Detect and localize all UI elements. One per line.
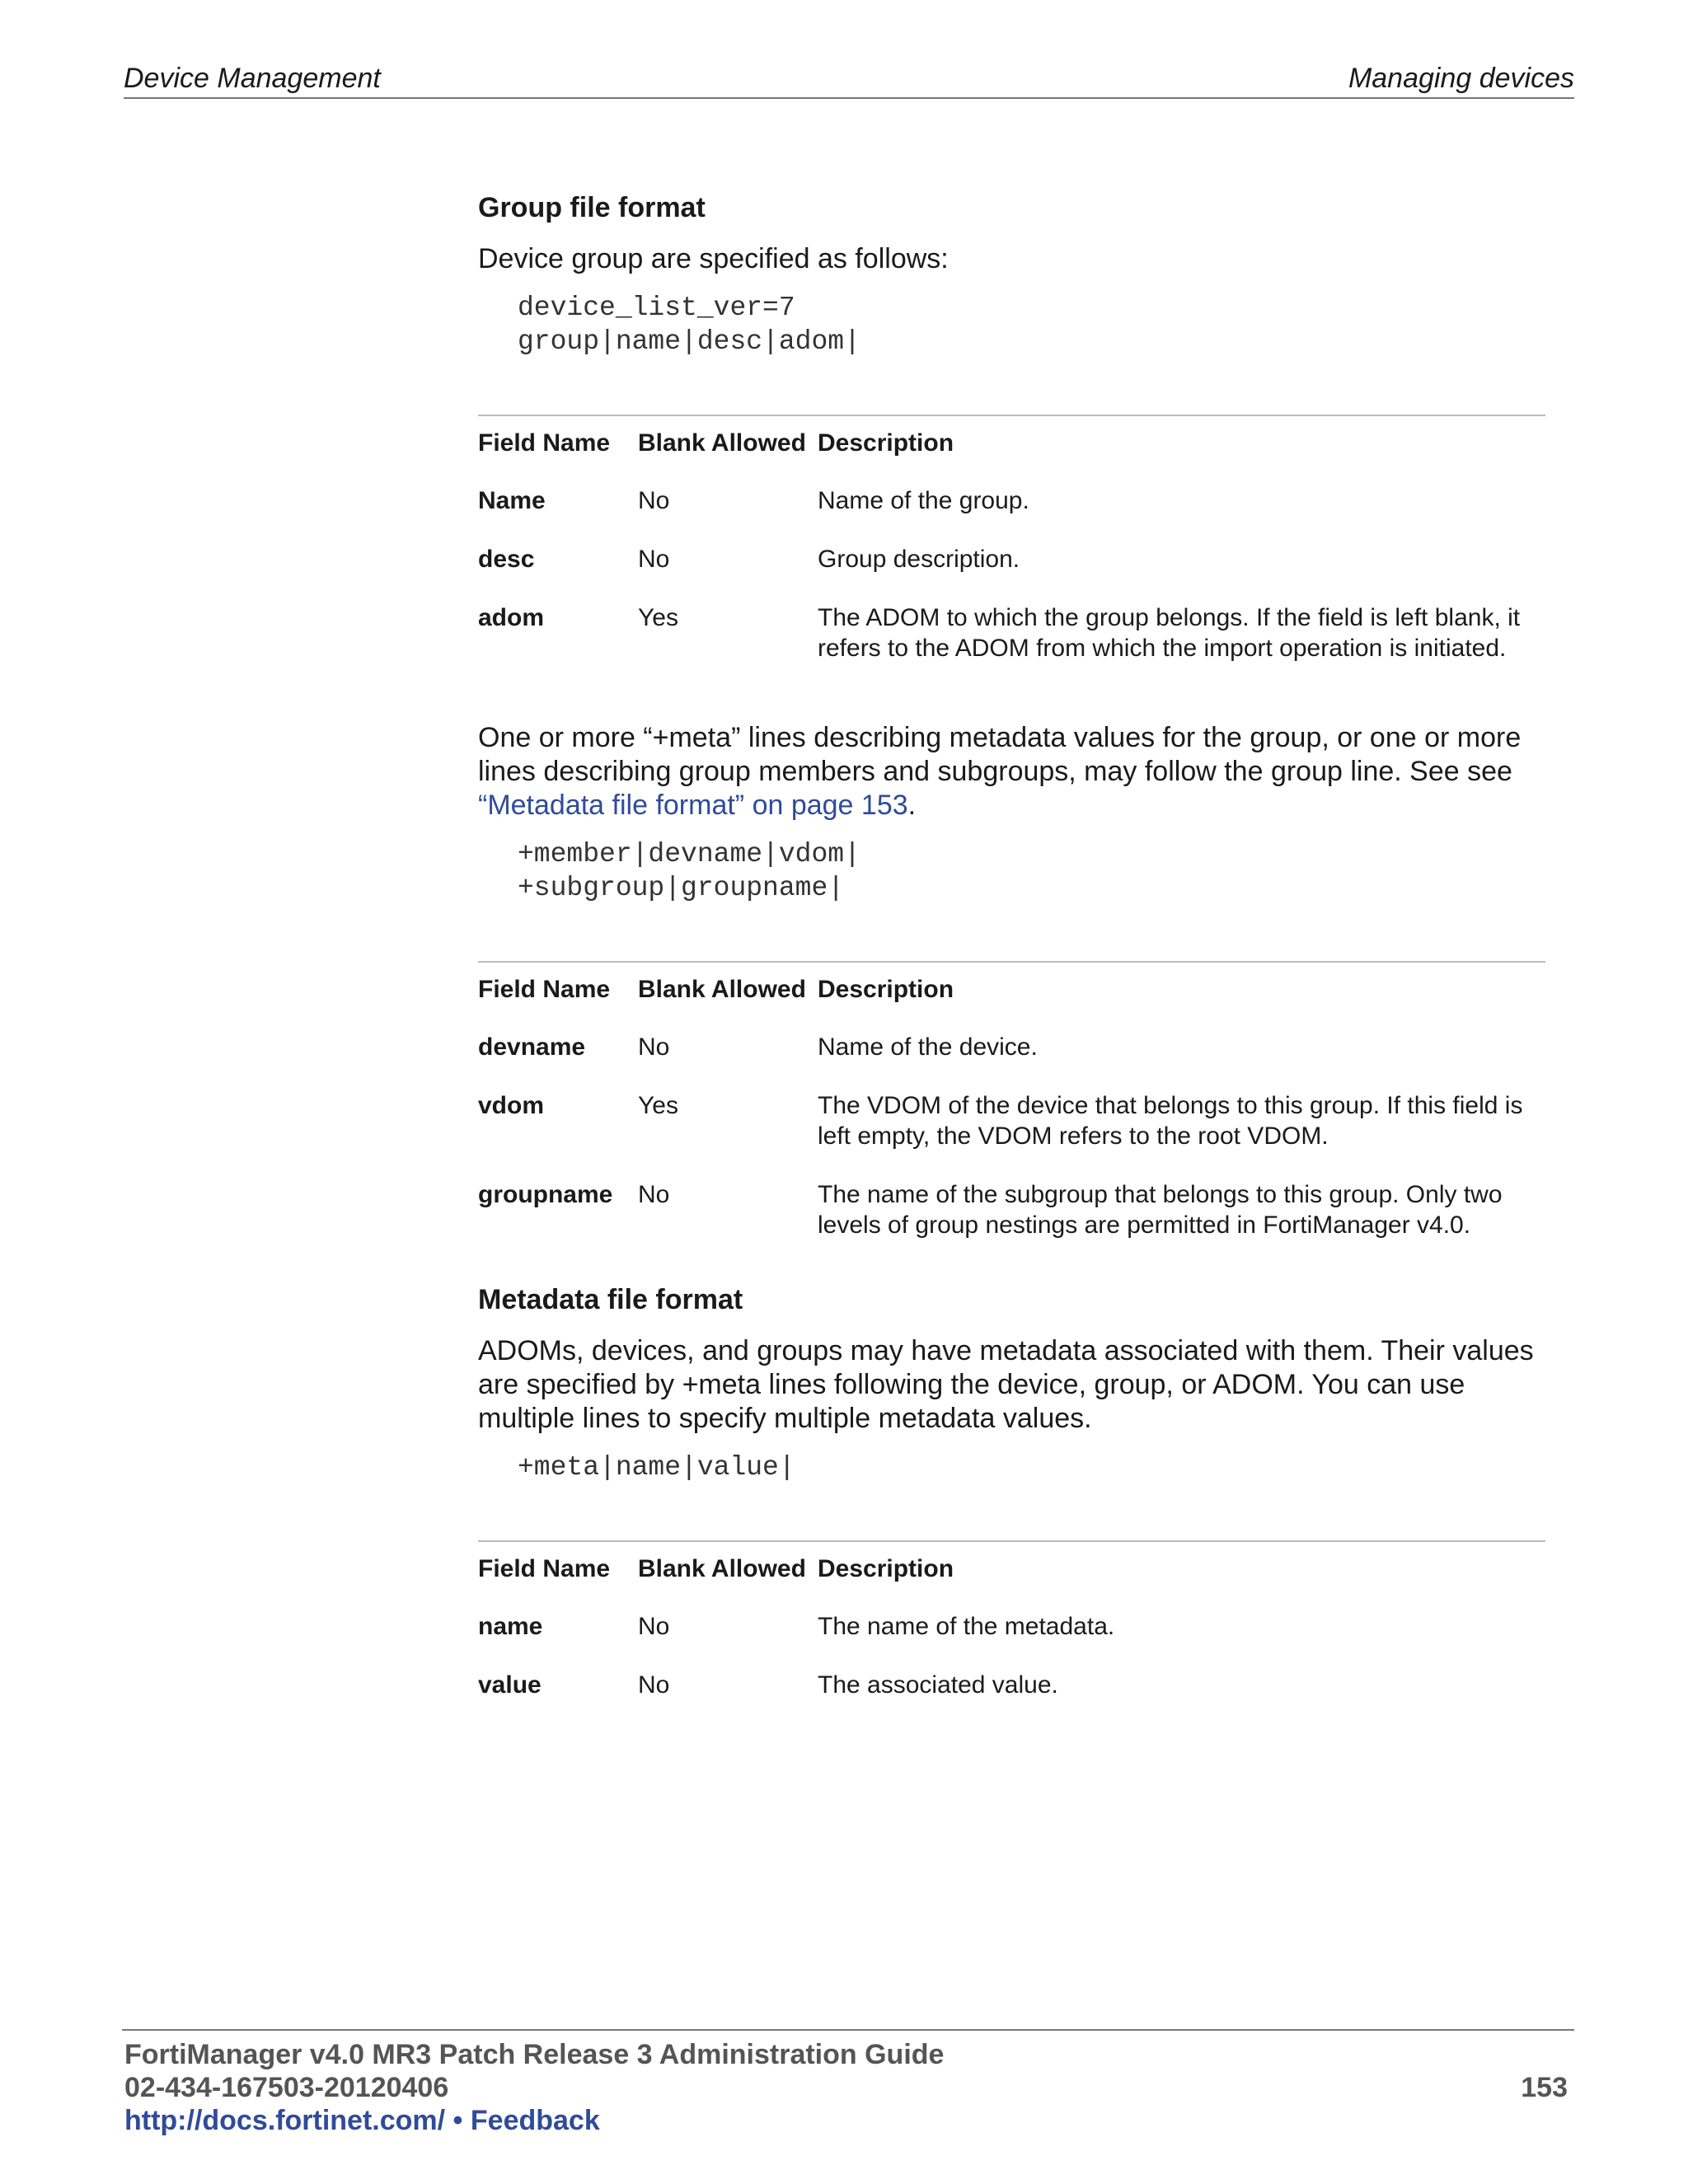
col-blank-allowed: Blank Allowed [638, 976, 806, 1003]
table-row [478, 1583, 1545, 1642]
col-blank-allowed: Blank Allowed [638, 1555, 806, 1582]
field-name: groupname [478, 1181, 613, 1208]
table-row [478, 1004, 1545, 1062]
table-row [478, 1151, 1545, 1240]
members-paragraph [478, 721, 1545, 823]
member-fields-table [478, 961, 1545, 1240]
page-footer [122, 2029, 1574, 2136]
main-content [478, 190, 1545, 1700]
metadata-fields-table [478, 1540, 1545, 1700]
field-description: The ADOM to which the group belongs. If the field is left blank, it refers to the ADOM from which the import operation is initiated. [818, 604, 1521, 662]
col-description: Description [818, 1555, 954, 1582]
metadata-file-format-heading: Metadata file format [478, 1284, 743, 1315]
field-description: The name of the metadata. [818, 1613, 1115, 1640]
header-section: Managing devices [1348, 63, 1574, 94]
col-description: Description [818, 976, 954, 1003]
col-field-name: Field Name [478, 1555, 611, 1582]
blank-allowed: Yes [638, 1092, 678, 1119]
col-description: Description [818, 429, 954, 457]
group-file-format-heading: Group file format [478, 192, 706, 223]
members-text: One or more “+meta” lines describing metadata values for the group, or one or more lines describing group members and subgroups, may follow the group line. See see [478, 722, 1522, 787]
blank-allowed: No [638, 546, 670, 573]
blank-allowed: No [638, 1613, 670, 1640]
metadata-format-link[interactable]: “Metadata file format” on page 153 [478, 790, 908, 821]
field-description: Name of the group. [818, 487, 1029, 514]
page-number: 153 [1521, 2072, 1568, 2103]
field-name: devname [478, 1033, 586, 1061]
col-field-name: Field Name [478, 976, 611, 1003]
field-name: Name [478, 487, 546, 514]
table-row [478, 574, 1545, 663]
blank-allowed: No [638, 1181, 670, 1208]
group-fields-table [478, 415, 1545, 663]
table-row [478, 516, 1545, 574]
table-row [478, 1642, 1545, 1700]
table-header-row [478, 1541, 1545, 1583]
field-description: The associated value. [818, 1671, 1058, 1699]
table-row [478, 1062, 1545, 1151]
field-name: desc [478, 546, 535, 573]
table-row [478, 457, 1545, 516]
table-header-row [478, 962, 1545, 1004]
field-name: value [478, 1671, 542, 1699]
field-name: name [478, 1613, 543, 1640]
footer-doc-id: 02-434-167503-20120406 [124, 2072, 449, 2103]
blank-allowed: Yes [638, 604, 678, 631]
field-name: vdom [478, 1092, 545, 1119]
header-chapter: Device Management [124, 63, 381, 94]
blank-allowed: No [638, 487, 670, 514]
field-description: Group description. [818, 546, 1020, 573]
members-text-end: . [907, 790, 917, 821]
footer-docs-link[interactable]: http://docs.fortinet.com/ • Feedback [124, 2105, 600, 2136]
field-description: The name of the subgroup that belongs to this group. Only two levels of group nestings are permitted in FortiManager v4.0. [818, 1181, 1503, 1239]
col-blank-allowed: Blank Allowed [638, 429, 806, 457]
blank-allowed: No [638, 1033, 670, 1061]
metadata-intro: ADOMs, devices, and groups may have metadata associated with them. Their values are specified by +meta lines following the device, group, or ADOM. You can use multiple lines to specify multiple metadata values. [478, 1335, 1534, 1434]
group-code-block: device_list_ver=7 group|name|desc|adom| [518, 293, 860, 357]
col-field-name: Field Name [478, 429, 611, 457]
group-intro: Device group are specified as follows: [478, 243, 949, 274]
field-name: adom [478, 604, 545, 631]
table-header-row [478, 415, 1545, 457]
field-description: The VDOM of the device that belongs to this group. If this field is left empty, the VDOM refers to the root VDOM. [818, 1092, 1523, 1150]
blank-allowed: No [638, 1671, 670, 1699]
metadata-code-block: +meta|name|value| [518, 1452, 795, 1483]
footer-guide-title: FortiManager v4.0 MR3 Patch Release 3 Administration Guide [124, 2039, 945, 2070]
field-description: Name of the device. [818, 1033, 1038, 1061]
members-code-block: +member|devname|vdom| +subgroup|groupname| [518, 839, 860, 903]
page-header [124, 61, 1574, 99]
